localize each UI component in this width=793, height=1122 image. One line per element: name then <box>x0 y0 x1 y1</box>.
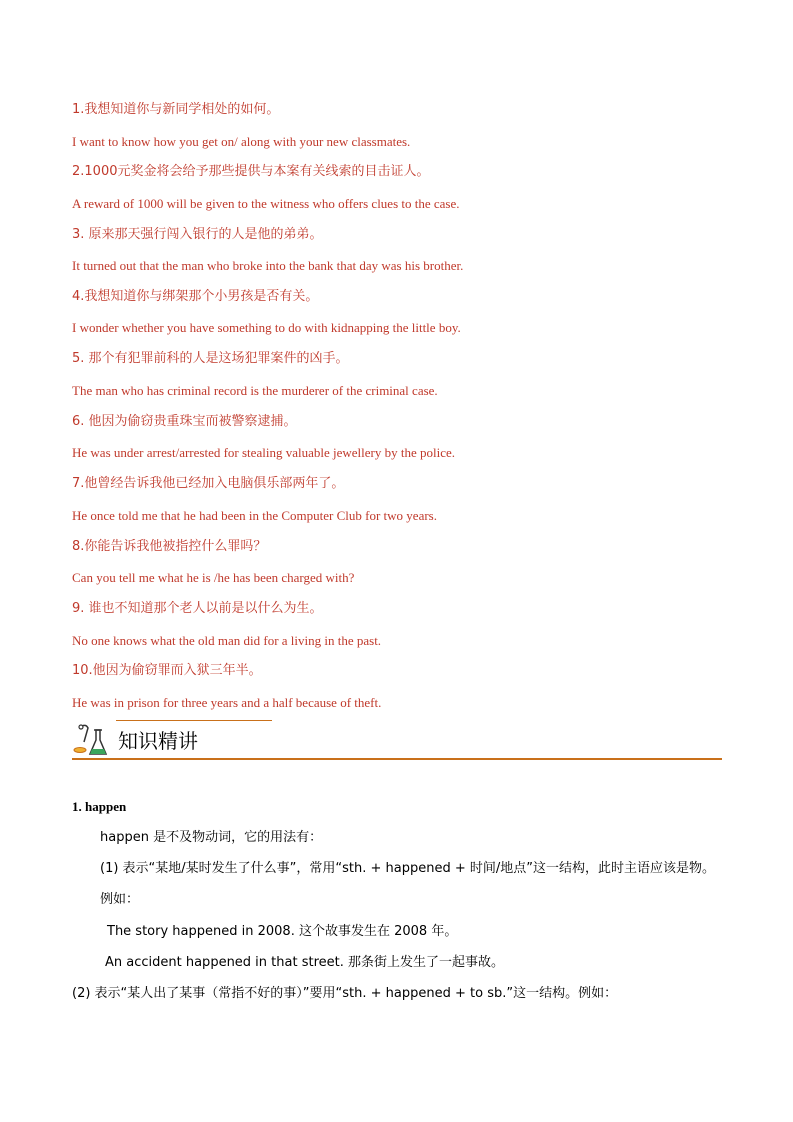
exercise-2-en: A reward of 1000 will be given to the witness who offers clues to the case. <box>72 196 460 211</box>
exercise-2-cn: 2.1000元奖金将会给予那些提供与本案有关线索的目击证人。 <box>72 164 430 179</box>
example-2: An accident happened in that street. 那条街上发生了一起事故。 <box>105 955 504 970</box>
exercise-6-en: He was under arrest/arrested for stealing valuable jewellery by the police. <box>72 445 455 460</box>
exercise-7-en: He once told me that he had been in the Computer Club for two years. <box>72 508 437 523</box>
section-title: 知识精讲 <box>118 729 198 753</box>
exercise-6-cn: 6. 他因为偷窃贵重珠宝而被警察逮捕。 <box>72 414 297 429</box>
exercise-9-en: No one knows what the old man did for a living in the past. <box>72 633 382 648</box>
header-bottom-rule <box>72 758 722 760</box>
knowledge-intro: happen 是不及物动词，它的用法有： <box>100 830 323 845</box>
exercise-5-en: The man who has criminal record is the murderer of the criminal case. <box>72 383 438 398</box>
exercise-1-cn: 1.我想知道你与新同学相处的如何。 <box>72 102 280 117</box>
exercise-7-cn: 7.他曾经告诉我他已经加入电脑俱乐部两年了。 <box>72 476 345 491</box>
exercise-3-cn: 3. 原来那天强行闯入银行的人是他的弟弟。 <box>72 227 323 242</box>
example-1: The story happened in 2008. 这个故事发生在 2008 年。 <box>107 924 458 939</box>
example-label: 例如： <box>100 892 140 907</box>
exercise-8-cn: 8.你能告诉我他被指控什么罪吗？ <box>72 539 267 554</box>
exercise-4-en: I wonder whether you have something to do with kidnapping the little boy. <box>72 320 461 335</box>
knowledge-point-2: (2) 表示“某人出了某事（常指不好的事）”要用“sth. + happened + to sb.”这一结构。例如： <box>72 986 618 1001</box>
flask-icon <box>72 722 112 758</box>
exercise-5-cn: 5. 那个有犯罪前科的人是这场犯罪案件的凶手。 <box>72 351 349 366</box>
exercise-9-cn: 9. 谁也不知道那个老人以前是以什么为生。 <box>72 601 323 616</box>
knowledge-heading: 1. happen <box>72 799 127 814</box>
exercise-10-en: He was in prison for three years and a half because of theft. <box>72 695 382 710</box>
knowledge-point-1: (1) 表示“某地/某时发生了什么事”，常用“sth. + happened + 时间/地点”这一结构，此时主语应该是物。 <box>100 861 715 876</box>
exercise-1-en: I want to know how you get on/ along with your new classmates. <box>72 134 411 149</box>
header-top-rule <box>116 720 272 721</box>
exercise-8-en: Can you tell me what he is /he has been charged with? <box>72 570 355 585</box>
exercise-3-en: It turned out that the man who broke into the bank that day was his brother. <box>72 258 464 273</box>
exercise-10-cn: 10.他因为偷窃罪而入狱三年半。 <box>72 663 262 678</box>
section-header <box>72 720 722 760</box>
exercise-4-cn: 4.我想知道你与绑架那个小男孩是否有关。 <box>72 289 319 304</box>
